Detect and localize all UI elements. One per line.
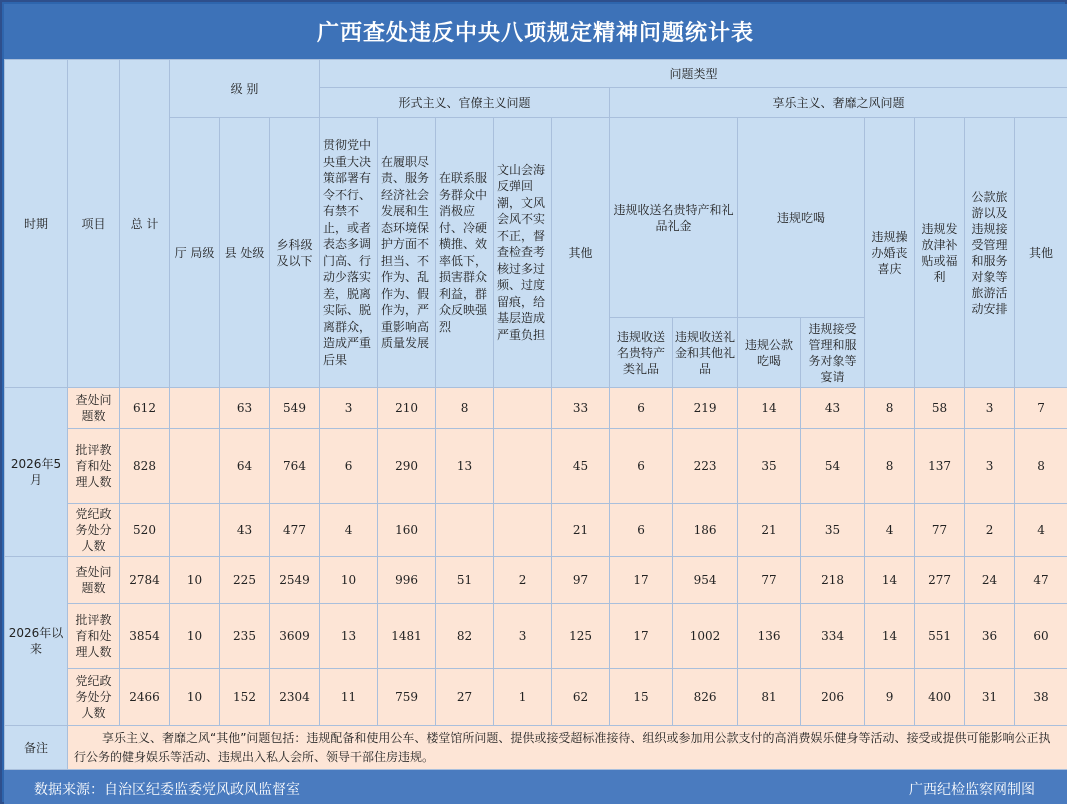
header-formalism: 形式主义、官僚主义问题 (320, 88, 610, 118)
table-cell: 828 (120, 429, 170, 504)
table-cell: 43 (801, 388, 865, 429)
header-gift-cash: 违规收送礼金和其他礼品 (673, 318, 738, 388)
table-cell: 219 (673, 388, 738, 429)
table-cell: 3854 (120, 604, 170, 669)
table-cell: 223 (673, 429, 738, 504)
header-level-xiang: 乡科级及以下 (270, 118, 320, 388)
header-formalism-col-3: 在联系服务群众中消极应付、冷硬横推、效率低下，损害群众利益，群众反映强烈 (436, 118, 494, 388)
table-cell: 206 (801, 669, 865, 726)
made-by: 广西纪检监察网制图 (909, 782, 1035, 798)
table-cell: 137 (915, 429, 965, 504)
table-cell: 1002 (673, 604, 738, 669)
header-allowance: 违规发放津补贴或福利 (915, 118, 965, 388)
table-cell: 2549 (270, 557, 320, 604)
table-cell: 13 (436, 429, 494, 504)
table-cell: 290 (378, 429, 436, 504)
header-hedonism-other: 其他 (1015, 118, 1067, 388)
header-formalism-col-4: 文山会海反弹回潮，文风会风不实不正，督查检查考核过多过频、过度留痕，给基层造成严重负担 (494, 118, 552, 388)
table-cell: 33 (552, 388, 610, 429)
row-item-label: 查处问题数 (68, 557, 120, 604)
table-cell: 225 (220, 557, 270, 604)
table-cell: 3 (965, 388, 1015, 429)
header-hedonism: 享乐主义、奢靡之风问题 (610, 88, 1067, 118)
table-cell: 125 (552, 604, 610, 669)
table-cell: 63 (220, 388, 270, 429)
table-row (5, 429, 1067, 504)
header-gift-group: 违规收送名贵特产和礼品礼金 (610, 118, 738, 318)
table-cell: 1481 (378, 604, 436, 669)
table-cell: 10 (320, 557, 378, 604)
table-cell: 51 (436, 557, 494, 604)
table-cell: 14 (865, 604, 915, 669)
table-cell: 10 (170, 604, 220, 669)
data-source: 数据来源：自治区纪委监委党风政风监督室 (34, 782, 300, 798)
table-cell: 996 (378, 557, 436, 604)
table-cell: 27 (436, 669, 494, 726)
header-period: 时期 (5, 60, 68, 388)
table-cell: 954 (673, 557, 738, 604)
table-cell: 4 (1015, 504, 1067, 557)
table-cell: 97 (552, 557, 610, 604)
header-level: 级 别 (170, 60, 320, 118)
table-cell: 8 (865, 388, 915, 429)
header-travel: 公款旅游以及违规接受管理和服务对象等旅游活动安排 (965, 118, 1015, 388)
table-cell: 4 (865, 504, 915, 557)
table-cell: 21 (738, 504, 801, 557)
table-cell: 38 (1015, 669, 1067, 726)
table-cell (494, 504, 552, 557)
table-cell: 77 (738, 557, 801, 604)
table-cell: 15 (610, 669, 673, 726)
header-level-ting: 厅 局级 (170, 118, 220, 388)
table-cell: 11 (320, 669, 378, 726)
table-cell: 8 (865, 429, 915, 504)
table-cell: 2 (965, 504, 1015, 557)
remark-row (5, 726, 1067, 770)
header-eat-banquet: 违规接受管理和服务对象等宴请 (801, 318, 865, 388)
row-item-label: 批评教育和处理人数 (68, 429, 120, 504)
table-cell: 6 (610, 388, 673, 429)
table-row (5, 557, 1067, 604)
table-cell: 17 (610, 557, 673, 604)
table-cell (170, 504, 220, 557)
table-cell: 160 (378, 504, 436, 557)
header-gift-specialty: 违规收送名贵特产类礼品 (610, 318, 673, 388)
table-cell: 58 (915, 388, 965, 429)
table-cell (494, 388, 552, 429)
row-item-label: 批评教育和处理人数 (68, 604, 120, 669)
period-label: 2026年5月 (5, 388, 68, 557)
header-problem-type: 问题类型 (320, 60, 1067, 88)
table-cell: 477 (270, 504, 320, 557)
statistics-table (4, 59, 1067, 770)
table-cell: 54 (801, 429, 865, 504)
table-cell: 218 (801, 557, 865, 604)
table-cell: 6 (610, 429, 673, 504)
header-item: 项目 (68, 60, 120, 388)
remark-label: 备注 (5, 726, 68, 770)
table-cell: 3609 (270, 604, 320, 669)
header-eat-public: 违规公款吃喝 (738, 318, 801, 388)
table-cell: 551 (915, 604, 965, 669)
table-cell: 10 (170, 557, 220, 604)
table-cell: 13 (320, 604, 378, 669)
table-cell (170, 388, 220, 429)
table-cell: 36 (965, 604, 1015, 669)
header-formalism-col-2: 在履职尽责、服务经济社会发展和生态环境保护方面不担当、不作为、乱作为、假作为，严重影响高质量发展 (378, 118, 436, 388)
table-row (5, 504, 1067, 557)
table-cell: 2 (494, 557, 552, 604)
table-cell: 4 (320, 504, 378, 557)
header-eat-group: 违规吃喝 (738, 118, 865, 318)
table-cell: 826 (673, 669, 738, 726)
table-cell: 82 (436, 604, 494, 669)
table-cell: 186 (673, 504, 738, 557)
table-cell (494, 429, 552, 504)
table-cell: 81 (738, 669, 801, 726)
table-cell: 31 (965, 669, 1015, 726)
table-cell: 43 (220, 504, 270, 557)
table-cell: 47 (1015, 557, 1067, 604)
row-item-label: 党纪政务处分人数 (68, 669, 120, 726)
table-cell: 8 (1015, 429, 1067, 504)
header-total: 总 计 (120, 60, 170, 388)
table-cell: 759 (378, 669, 436, 726)
row-item-label: 党纪政务处分人数 (68, 504, 120, 557)
footer-bar (4, 770, 1067, 804)
table-title: 广西查处违反中央八项规定精神问题统计表 (4, 4, 1067, 59)
table-cell: 62 (552, 669, 610, 726)
table-cell: 235 (220, 604, 270, 669)
table-cell: 60 (1015, 604, 1067, 669)
remark-text: 享乐主义、奢靡之风“其他”问题包括：违规配备和使用公车、楼堂馆所问题、提供或接受超标准接待、组织或参加用公款支付的高消费娱乐健身等活动、接受或提供可能影响公正执行公务的健身娱乐等活动、违规出入私人会所、领导干部住房违规。 (68, 726, 1067, 770)
table-cell: 764 (270, 429, 320, 504)
table-cell: 3 (494, 604, 552, 669)
table-row (5, 604, 1067, 669)
table-cell: 612 (120, 388, 170, 429)
table-cell: 45 (552, 429, 610, 504)
table-cell: 6 (610, 504, 673, 557)
table-cell: 400 (915, 669, 965, 726)
table-cell: 1 (494, 669, 552, 726)
table-cell: 35 (801, 504, 865, 557)
table-cell (170, 429, 220, 504)
table-cell: 210 (378, 388, 436, 429)
table-cell: 2784 (120, 557, 170, 604)
table-cell: 2304 (270, 669, 320, 726)
table-cell: 136 (738, 604, 801, 669)
header-wedding: 违规操办婚丧喜庆 (865, 118, 915, 388)
table-cell: 17 (610, 604, 673, 669)
header-level-xian: 县 处级 (220, 118, 270, 388)
table-cell: 77 (915, 504, 965, 557)
table-row (5, 669, 1067, 726)
table-cell: 24 (965, 557, 1015, 604)
table-row (5, 388, 1067, 429)
table-cell: 7 (1015, 388, 1067, 429)
table-cell: 14 (865, 557, 915, 604)
row-item-label: 查处问题数 (68, 388, 120, 429)
period-label: 2026年以来 (5, 557, 68, 726)
header-formalism-other: 其他 (552, 118, 610, 388)
table-cell: 520 (120, 504, 170, 557)
table-cell: 6 (320, 429, 378, 504)
table-cell: 277 (915, 557, 965, 604)
table-cell: 10 (170, 669, 220, 726)
table-cell: 549 (270, 388, 320, 429)
table-cell: 152 (220, 669, 270, 726)
table-cell: 3 (320, 388, 378, 429)
table-cell: 3 (965, 429, 1015, 504)
table-cell: 2466 (120, 669, 170, 726)
table-cell: 8 (436, 388, 494, 429)
table-cell (436, 504, 494, 557)
table-cell: 334 (801, 604, 865, 669)
table-cell: 64 (220, 429, 270, 504)
table-cell: 14 (738, 388, 801, 429)
table-cell: 9 (865, 669, 915, 726)
table-cell: 35 (738, 429, 801, 504)
table-cell: 21 (552, 504, 610, 557)
header-formalism-col-1: 贯彻党中央重大决策部署有令不行、有禁不止，或者表态多调门高、行动少落实差，脱离实际、脱离群众，造成严重后果 (320, 118, 378, 388)
